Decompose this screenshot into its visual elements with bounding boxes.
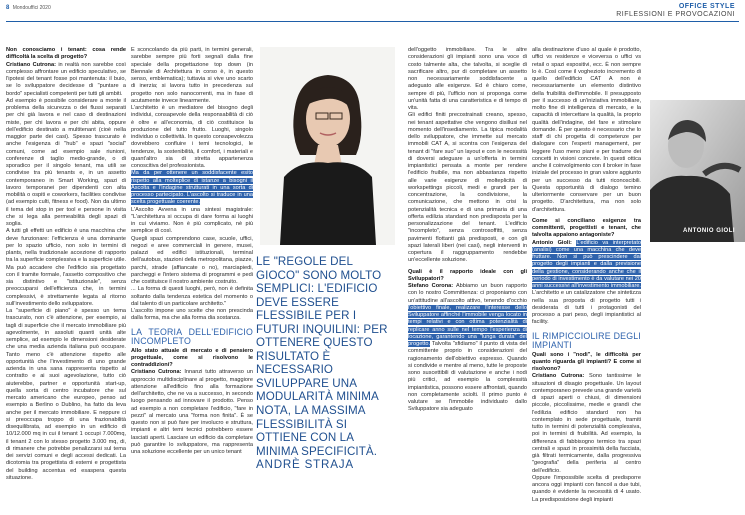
paragraph: E sconcolando da più parti, in termini generali, sarebbe sempre più forti segnali dalla fine speciale della progettazione top down (in Biennale di Architettura in corso è, in questo senso, emblematica); tuttavia si vive uno scarto di inerzia; si lavora tutto in precedenza sul progetto non solo nanocorrenti, ma in fase di acutamente invece linearmente. xyxy=(131,47,253,104)
portrait-photo-man xyxy=(650,100,745,242)
answer-3: Abbiamo un buon rapporto con lo nostro Committenza: ci proponiamo con un'attitudine all'ascolto attivo, tenendo d'occhio xyxy=(408,283,527,304)
pull-quote-text: LE "REGOLE DEL GIOCO" SONO MOLTO SEMPLICI: L'EDIFICIO DEVE ESSERE FLESSIBILE PER I FUTURI INQUILINI: PER OTTENERE QUESTO RISULTATO È NECESSARIO SVILUPPARE UNA MODULARITÀ MINIMA NOTA, LA MASSIMA FLESSIBILITÀ SI OTTIENE CON LA MINIMA SPECIFICITÀ. xyxy=(256,255,388,458)
answer-2: Innanzi tutto attraverso un approccio multidisciplinare al progetto, maggiore attenzione all'edificio fino alla formazione dell'architetto, che ne va a successo, in secondo luogo pensando ad innovare il prodotto. Penso ad esempio a non completare l'edificio, "fare in pezzi" al mercato una "forma non finita". È se questo non si può fare per involucro e struttura, impianti e altri temi tecnici potrebbero essere lasciati aperti. Lasciare un edificio da completare può garantire lo sviluppatore, ma rappresenta una soluzione eccellente per un unico tenant xyxy=(131,369,253,455)
column-1 xyxy=(6,47,126,482)
column-3 xyxy=(408,47,527,414)
subheading: IL RIMPICCIOLIRE DEGLI IMPIANTI xyxy=(532,330,641,350)
speaker-label: Cristiano Cutrona: xyxy=(6,61,56,68)
highlight-text: Ma da per ottenere un soddisfacente esito rispetto alla molteplice di istanze a bisogni il Ascolta e l'indagine strutturati in una sorta di processo partecipato. L'ascolto si traduce in una scelta progettuale coerente. xyxy=(131,170,253,206)
column-4 xyxy=(532,47,641,504)
question-5: Quali sono i "nodi", le difficoltà per quanto riguarda gli impianti? E come si risolvono? xyxy=(532,351,641,372)
paragraph: Quegli spazi comprendono case, scuole, uffici, negozi e aree commerciali in genere, musei, palazzi ed edifici istituzionali, terminal dell'autobus, stazioni della metropolitana, piazze, parchi, strade (affiancate o no), marciapiedi, parcheggi e l'intero sistema di programmi e pedi che costituisce il nostro ambiente costruito. xyxy=(131,235,253,285)
man-portrait-image xyxy=(650,100,745,242)
issue-label: Mondouffici 2020 xyxy=(12,5,51,11)
section-title: OFFICE STYLE xyxy=(678,3,735,10)
portrait-caption: ANTONIO GIOLI xyxy=(683,228,736,234)
section-header xyxy=(616,3,735,19)
portrait-photo-woman xyxy=(260,47,395,245)
pull-quote xyxy=(256,255,389,472)
question-3: Quali è il rapporto ideale con gli Sviluppatori? xyxy=(408,268,527,282)
speaker-label: Stefano Corona: xyxy=(408,283,454,289)
answer-5: Sono tantissime le situazioni di disagio progettuale. Un layout contemporaneo prevede una grande varietà di spazi aperti o chiusi, di dimensioni piccole, piccolissime, medie e grandi che l'edilizia edificio standard non ha contemplato in sede progettuale, tramiti tutto in termini di potenzialità complessiva, poi in termini di fruibilità. Ad esempio, la differenza di fabbisogno termico tra spazi centrali e spazi in prossimità della facciata, già filtrati termicamente, dalla progressiva "geografia" della periferia al centro dell'edificio. xyxy=(532,373,641,474)
highlight-text: l'obiettivo finale, realizzare l'interesse dello Sviluppatore affinché l'immobile venga locato in tempi relativi e con ottima potenzialità di replicare anno sulle nel tempo l'esperienza di locazione, garantendo una "lunga durata" del progetto. xyxy=(408,304,527,347)
header-rule xyxy=(6,21,739,22)
paragraph: A tutti gli effetti un edificio è una macchina che deve funzionare: l'efficienza è una dominante per lo spazio ufficio, non solo in termini di plants, nella tradizionale accezione di rapporto tra la superficie complessiva e la superficie utile. Ma può accadere che l'edificio sia progettato con il tramite formale, l'assetto compositivo che sia distintivo e "istituzionale", senza preoccuparsi dell'efficienza che, in termini complessivi, è strettamente legata al ritorno sull'investimento dello sviluppatore. xyxy=(6,228,126,307)
section-subtitle: RIFLESSIONI E PROVOCAZIONI xyxy=(616,11,735,18)
page-number xyxy=(6,5,51,11)
paragraph: La "superficie di piano" è spesso un tema trascurato, non c'è attenzione, per esempio, ai tagli di superficie che il mercato immobiliare più agevolmente, in assoluti quanti unità alte semplice, ad esempio le dimensioni desiderate che una media azienda italiana può occupare. Tanto meno c'è attenzione rispetto alle opportunità che l'investimento di uno grande azienda in una sana rappresenta rispetto al contratto e ai suoi agevolazione, tutto ciò aiuterebbe, partner e opportunità start-up, quella sorta di centro incubatore che sul mercato americano che europeo, penso ad esempio a Berlino o Dublino, ha fatto da leva anche per il mercato immobiliare. E neppure ci si preoccupa troppo di una frazionabilità disequilibrata, ad esempio in un edificio di 10/12.000 mq in cui il tenant 1 occupi 7.000mq, il tenant 2 con lo stesso progetto 3.000 mq, di, di rimanere che potrebbe penalizzarsi sul tema dei servizi comuni e degli accessi dedicati. La dicotomia tra progettista di esterni e progettista del building accentua ed esaspera questa situazione. xyxy=(6,308,126,481)
paragraph: Gli edifici finiti precostrainati creano, spesso, nei tenant aspettative che vengono disillusi nel momento dell'insediamento. La tipica modalità dello sviluppatore, che immette sul mercato immobili CAT A, si scontra con l'esigenza del tenant di "fare suo" un layout e con le necessità di doversi adeguare a un'offerta in termini impiantistici pensata a monte per rendere l'edificio fruibile, ma non abbastanza rispetto alle varie esigenze di molteplicità di workspettings piccoli, medi e grandi per la concentrazione, la condivisione, la comunicazione, che mettono in crisi la potenzialità tecnica e di una primaria di una offerta edilizia standard non predisposta per la personalizzazione del tenant. L'edificio "incompleto", senza controsoffitti, senza pavimenti flottanti già predisposti, e con gli spazi laterali liberi (nei casi), negli interventi in copertura il raggruppamento rendebbe un'eccellente soluzione. xyxy=(408,112,527,264)
paragraph: alla destinazione d'uso al quale è prodotto, uffici vs residenze e viceversa o uffici vs retail o spazi espositivi, ecc. È non sempre lo è. Così come il voghezioto incremento di quello dell'edificio CAT A non è necessariamente un elemento distintivo della fruibilità dell'immobile. Il presupposto per il successo di un'iniziativa immobiliare, molto fine di intelligenza di mercato, e la capacità di intercettare la qualità, la proprio qualità dell'indagine, del fare e stimolare domande. È per questo è necessario che lo staff di chi progetta di competenze per dialogare con l'esperti management, per leggere l'uso meno piani e per tradurre dei concetti in visioni concrete. In questi ottica anche il coinvolgimento con il broker in fase iniziale del processo in gran valore aggiunto per un successo da tutti riconoscibili. Questa opportunità di dialogo temino ulteriormente conservare per un buon progetto. D'architettura, ma non solo d'architettura. xyxy=(532,47,641,213)
page-number-value: 8 xyxy=(6,5,10,11)
paragraph: L'ascolto impone uno scelte che non prescinda dalla forma, ma che alla forma dia sostanza. xyxy=(131,308,253,322)
paragraph: Ad esempio è possibile considerare a monte il problema della sicurezza o dei flussi separati per chi già lavora e nel caso di destinazioni miste, per chi lavora e per chi abita, oppure dell'edificio destinato a multitenant (cioè nella maggior parte dei casi). Spesso trascurato è anche l'esigenza di "hub" e spazi "social" comuni, come ad esempio sale riunioni, conferenze di taglio medio-grande, o di sporadico per il singolo tenant, ma utili se condivise tra più tenants e, in un assetto contemporaneo in Smart Working, spazi di lavoro temporanei per dipendenti con alta mobilità o ospiti e coworkers, facilities condivise (ad esempio culti, fitness e food). Non da ultimo il tema del stop in per tool e persone in visita che si lega alla permeabilità degli spazi di soglia. xyxy=(6,97,126,227)
woman-portrait-image xyxy=(260,47,395,245)
paragraph: L'Ascolto Avvena in una sintesi magistrale: "L'architettura si occupa di dare forma ai luoghi in cui viviamo. Non è più complicato, nè più semplice di così. xyxy=(131,206,253,235)
paragraph: L'architetto è un mediatore del bisogno degli individui, consapevole della responsabilità di ciò è oltre e all'economia, di ciò costituisce la produzione del tutto frutto. Luoghi, singolo individuo o collettività. In questo consapevolezza dovrebbero confluire i temi tecnologici, le tendenze, la sostenibilità, il comfort, i materiali e quant'altro sia di stretta appartenenza conoscitiva del professionista. xyxy=(131,105,253,169)
highlight-text: L'edificio va interpretato (analisi) come una macchina che deve fruttare. Non si può prescindere dal progetto degli impianti e dalla previsione della gestione, considerando anche che il periodo di investimento è da valutare nei 20 anni successivi all'investimento immobiliare. xyxy=(532,239,641,289)
question-1: Non conosciamo i tenant: cosa rende difficoltà la scelta di progetto? xyxy=(6,47,126,61)
question-2: Allo stato attuale di mercato e di pensiero progettuale, come si risolvono le contraddizioni? xyxy=(131,347,253,368)
paragraph: ... La forma di questi luoghi, però, non è definita soltanto dalla tendenza estetica del momento o dal talento di un particolare architetto." xyxy=(131,286,253,307)
question-4: Come si conciliano esigenze tra committenti, progettisti e tenant, che talvolta appaiono antagoniste? xyxy=(532,217,641,239)
speaker-label: Antonio Gioli: xyxy=(532,239,572,246)
column-2 xyxy=(131,47,253,456)
answer-4: L'architetto e un catalizzatore che sintetizza nella sua proposta di progetto tutti i desiderata di tutti i protagonisti del processo a pari peso, degli impiantistici al facility. xyxy=(532,290,641,326)
pull-quote-author: ANDRÈ STRAJA xyxy=(256,458,354,472)
paragraph: Oppure l'impossibile scelta di predisporre ancora oggi impianti con fancoil a due tubi, quando è evidente la necessità di 4 usato. La predisposizione degli impianti xyxy=(532,474,641,503)
answer-1: in realtà non sarebbe così complesso affrontare un edificio speculativo, se l'ipotesi del tenant fosse poi mantenuta: il buio, se lo sviluppatore decidesse di "puntare a bordo" specialisti competenti per tutti gli ambiti. xyxy=(6,61,126,97)
speaker-label: Cristiano Cutrona: xyxy=(532,373,585,380)
answer-3-cont: Talvolta "sfidiamo" il punto di vista del committente proprio in considerazioni del ragionamento dell'obiettivo espresso. Quando si condivide e mentre al meno, tutte le proposte sono suscettibili di valutazione e anche i nodi più critici, ad esempio la complessità impiantistica, possono essere affrontati, quando non completamente sciolti. Il primo punto è valutare se l'immobile individuato dallo Sviluppatore sia adeguato xyxy=(408,341,527,413)
paragraph: dell'oggetto immobiliare. Tra le altre considerazioni gli impianti sono una voce di costo talmente alta, che talvolta, si sceglie di sacrificare altro, pur di completare un assetto non necessariamente soddisfacente a adeguato alle esigenze. Ed è chiaro come, sempre di più, l'ufficio non si proponga come un'unità fatta di una caratteristica e di tempo di vita. xyxy=(408,47,527,111)
subheading: LA TEORIA DELL'EDIFICIO INCOMPLETO xyxy=(131,326,253,346)
speaker-label: Cristiano Cutrona: xyxy=(131,369,182,376)
